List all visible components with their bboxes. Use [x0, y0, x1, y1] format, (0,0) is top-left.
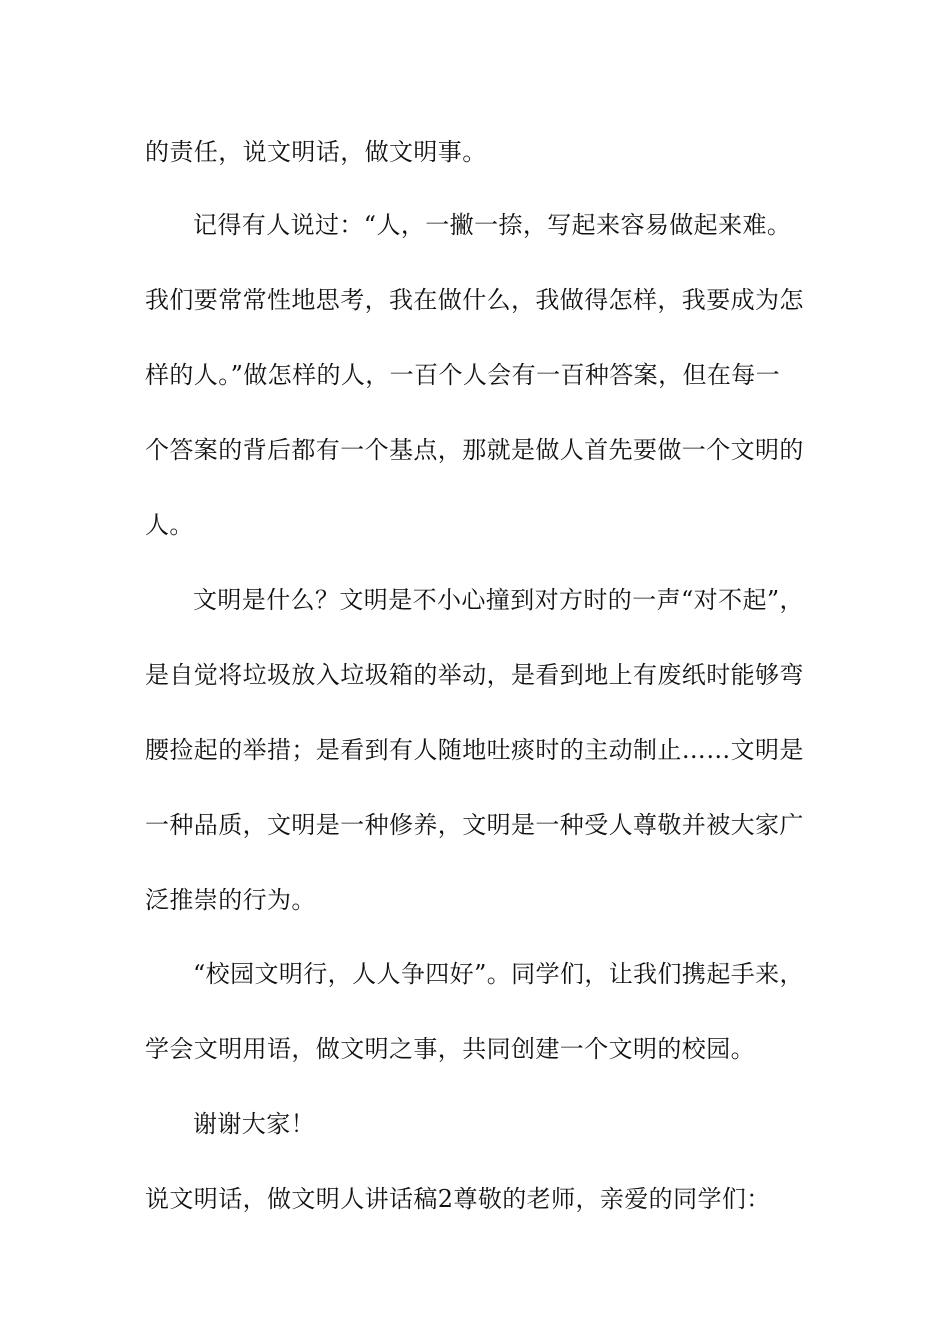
paragraph-line: 文明是什么？文明是不小心撞到对方时的一声“对不起”，	[193, 586, 804, 614]
paragraph-line: 个答案的背后都有一个基点，那就是做人首先要做一个文明的	[145, 436, 804, 464]
paragraph-line: 谢谢大家！	[193, 1110, 315, 1138]
paragraph-line: 一种品质，文明是一种修养，文明是一种受人尊敬并被大家广	[145, 811, 804, 839]
paragraph-line: 学会文明用语，做文明之事，共同创建一个文明的校园。	[145, 1035, 755, 1063]
paragraph-line: 的责任，说文明话，做文明事。	[145, 138, 487, 166]
section-heading-line: 说文明话，做文明人讲话稿2尊敬的老师，亲爱的同学们：	[145, 1185, 771, 1213]
paragraph-line: 样的人。”做怎样的人，一百个人会有一百种答案，但在每一	[145, 361, 781, 389]
paragraph-line: 腰捡起的举措；是看到有人随地吐痰时的主动制止……文明是	[145, 736, 804, 764]
paragraph-line: 我们要常常性地思考，我在做什么，我做得怎样，我要成为怎	[145, 286, 804, 314]
paragraph-line: 是自觉将垃圾放入垃圾箱的举动，是看到地上有废纸时能够弯	[145, 661, 804, 689]
paragraph-line: 人。	[145, 511, 194, 539]
paragraph-line: 记得有人说过：“人，一撇一捺，写起来容易做起来难。	[193, 211, 792, 239]
paragraph-line: “校园文明行，人人争四好”。同学们，让我们携起手来，	[193, 960, 804, 988]
paragraph-line: 泛推崇的行为。	[145, 886, 316, 914]
